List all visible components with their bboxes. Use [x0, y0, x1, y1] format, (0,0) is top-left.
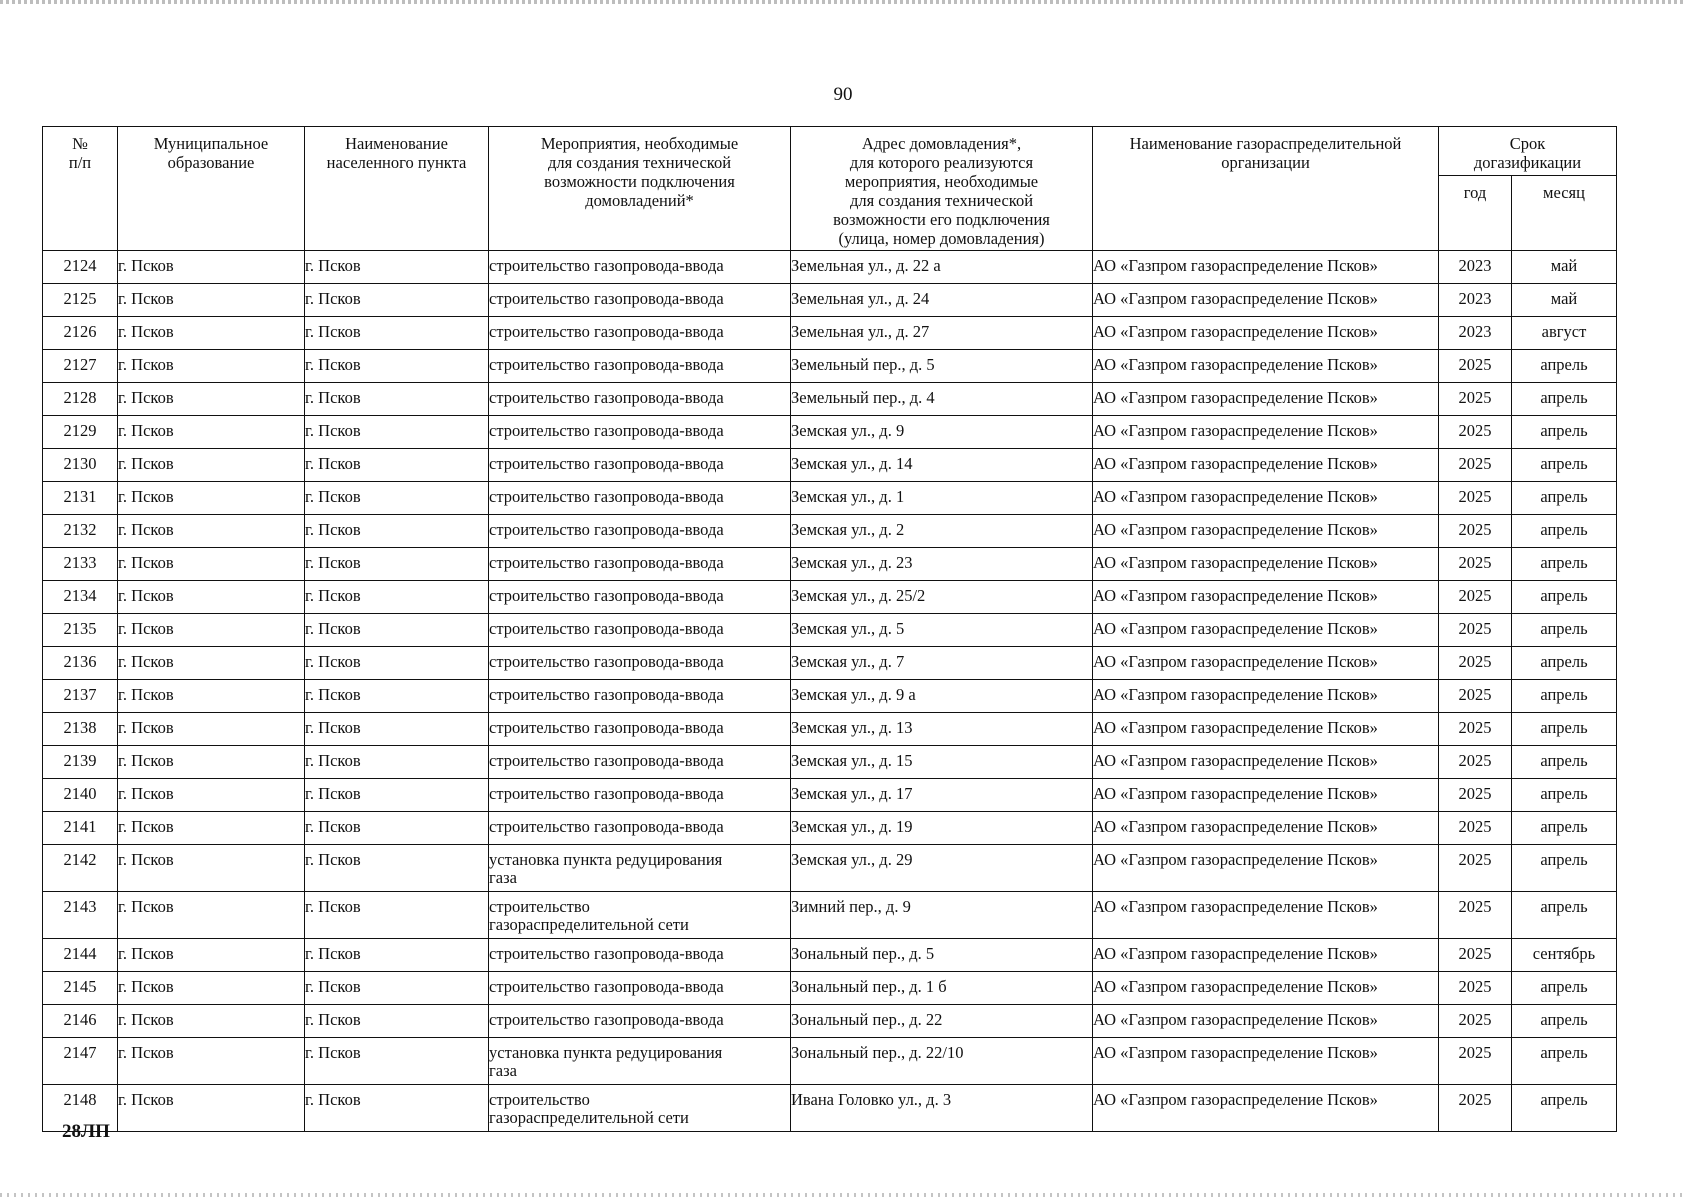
table-row	[43, 892, 1617, 939]
cell-measure: строительство газораспределительной сети	[489, 1085, 791, 1132]
cell-organization: АО «Газпром газораспределение Псков»	[1093, 680, 1439, 713]
cell-num: 2148	[43, 1085, 118, 1132]
cell-measure: строительство газопровода-ввода	[489, 383, 791, 416]
cell-municipality: г. Псков	[118, 284, 305, 317]
cell-address: Земская ул., д. 5	[791, 614, 1093, 647]
cell-num: 2143	[43, 892, 118, 939]
cell-month: апрель	[1512, 972, 1617, 1005]
cell-settlement: г. Псков	[305, 548, 489, 581]
cell-year: 2025	[1439, 416, 1512, 449]
header-month: месяц	[1512, 175, 1617, 250]
cell-address: Зональный пер., д. 1 б	[791, 972, 1093, 1005]
cell-measure: установка пункта редуцирования газа	[489, 845, 791, 892]
cell-address: Зональный пер., д. 22	[791, 1005, 1093, 1038]
scan-edge-bottom	[0, 1193, 1686, 1197]
table-row	[43, 812, 1617, 845]
cell-address: Земская ул., д. 1	[791, 482, 1093, 515]
cell-measure: строительство газопровода-ввода	[489, 581, 791, 614]
document-code: 28ЛП	[62, 1121, 110, 1142]
header-measures: Мероприятия, необходимые для создания технической возможности подключения домовладений*	[489, 127, 791, 251]
cell-month: апрель	[1512, 845, 1617, 892]
cell-municipality: г. Псков	[118, 647, 305, 680]
cell-year: 2025	[1439, 383, 1512, 416]
cell-municipality: г. Псков	[118, 779, 305, 812]
cell-organization: АО «Газпром газораспределение Псков»	[1093, 647, 1439, 680]
cell-settlement: г. Псков	[305, 284, 489, 317]
cell-year: 2025	[1439, 548, 1512, 581]
cell-address: Ивана Головко ул., д. 3	[791, 1085, 1093, 1132]
cell-month: апрель	[1512, 482, 1617, 515]
cell-municipality: г. Псков	[118, 416, 305, 449]
cell-organization: АО «Газпром газораспределение Псков»	[1093, 614, 1439, 647]
cell-municipality: г. Псков	[118, 680, 305, 713]
cell-settlement: г. Псков	[305, 317, 489, 350]
cell-address: Земская ул., д. 19	[791, 812, 1093, 845]
cell-settlement: г. Псков	[305, 812, 489, 845]
table-row	[43, 647, 1617, 680]
cell-year: 2023	[1439, 251, 1512, 284]
table-row	[43, 581, 1617, 614]
cell-address: Земельный пер., д. 5	[791, 350, 1093, 383]
cell-month: апрель	[1512, 383, 1617, 416]
cell-settlement: г. Псков	[305, 350, 489, 383]
cell-address: Земская ул., д. 2	[791, 515, 1093, 548]
cell-address: Земская ул., д. 23	[791, 548, 1093, 581]
cell-measure: строительство газопровода-ввода	[489, 251, 791, 284]
cell-measure: строительство газопровода-ввода	[489, 1005, 791, 1038]
cell-month: август	[1512, 317, 1617, 350]
cell-organization: АО «Газпром газораспределение Псков»	[1093, 972, 1439, 1005]
cell-num: 2137	[43, 680, 118, 713]
cell-month: май	[1512, 284, 1617, 317]
cell-address: Земская ул., д. 9 а	[791, 680, 1093, 713]
header-num: № п/п	[43, 127, 118, 251]
cell-settlement: г. Псков	[305, 515, 489, 548]
cell-measure: строительство газопровода-ввода	[489, 713, 791, 746]
cell-measure: строительство газопровода-ввода	[489, 779, 791, 812]
cell-year: 2023	[1439, 284, 1512, 317]
cell-address: Земельная ул., д. 27	[791, 317, 1093, 350]
table-row	[43, 251, 1617, 284]
cell-organization: АО «Газпром газораспределение Псков»	[1093, 746, 1439, 779]
cell-municipality: г. Псков	[118, 1038, 305, 1085]
table-row	[43, 383, 1617, 416]
cell-year: 2025	[1439, 614, 1512, 647]
cell-municipality: г. Псков	[118, 1085, 305, 1132]
table-row	[43, 713, 1617, 746]
cell-num: 2138	[43, 713, 118, 746]
cell-municipality: г. Псков	[118, 515, 305, 548]
cell-address: Земская ул., д. 25/2	[791, 581, 1093, 614]
cell-month: апрель	[1512, 350, 1617, 383]
cell-num: 2144	[43, 939, 118, 972]
cell-month: апрель	[1512, 1038, 1617, 1085]
cell-month: апрель	[1512, 1085, 1617, 1132]
cell-settlement: г. Псков	[305, 1005, 489, 1038]
cell-year: 2025	[1439, 515, 1512, 548]
cell-num: 2124	[43, 251, 118, 284]
table-row	[43, 416, 1617, 449]
table-row	[43, 614, 1617, 647]
cell-measure: строительство газопровода-ввода	[489, 548, 791, 581]
cell-measure: строительство газопровода-ввода	[489, 972, 791, 1005]
cell-settlement: г. Псков	[305, 1038, 489, 1085]
cell-measure: строительство газопровода-ввода	[489, 746, 791, 779]
cell-address: Зональный пер., д. 22/10	[791, 1038, 1093, 1085]
cell-measure: строительство газопровода-ввода	[489, 614, 791, 647]
cell-num: 2145	[43, 972, 118, 1005]
cell-organization: АО «Газпром газораспределение Псков»	[1093, 939, 1439, 972]
table-row	[43, 1038, 1617, 1085]
cell-year: 2025	[1439, 812, 1512, 845]
table-row	[43, 350, 1617, 383]
cell-address: Зональный пер., д. 5	[791, 939, 1093, 972]
page-number: 90	[833, 84, 853, 105]
cell-measure: строительство газопровода-ввода	[489, 482, 791, 515]
cell-municipality: г. Псков	[118, 713, 305, 746]
header-municipality: Муниципальное образование	[118, 127, 305, 251]
cell-month: апрель	[1512, 449, 1617, 482]
cell-num: 2127	[43, 350, 118, 383]
header-settlement: Наименование населенного пункта	[305, 127, 489, 251]
cell-municipality: г. Псков	[118, 939, 305, 972]
cell-settlement: г. Псков	[305, 449, 489, 482]
cell-num: 2140	[43, 779, 118, 812]
cell-month: апрель	[1512, 680, 1617, 713]
cell-year: 2025	[1439, 713, 1512, 746]
table-row	[43, 482, 1617, 515]
cell-num: 2141	[43, 812, 118, 845]
cell-month: апрель	[1512, 892, 1617, 939]
cell-num: 2133	[43, 548, 118, 581]
cell-year: 2025	[1439, 680, 1512, 713]
cell-organization: АО «Газпром газораспределение Псков»	[1093, 482, 1439, 515]
cell-measure: строительство газопровода-ввода	[489, 515, 791, 548]
cell-municipality: г. Псков	[118, 317, 305, 350]
cell-month: сентябрь	[1512, 939, 1617, 972]
cell-year: 2025	[1439, 939, 1512, 972]
cell-month: апрель	[1512, 647, 1617, 680]
table-row	[43, 680, 1617, 713]
cell-organization: АО «Газпром газораспределение Псков»	[1093, 548, 1439, 581]
table-row	[43, 548, 1617, 581]
cell-year: 2023	[1439, 317, 1512, 350]
cell-year: 2025	[1439, 779, 1512, 812]
cell-address: Земельная ул., д. 24	[791, 284, 1093, 317]
cell-organization: АО «Газпром газораспределение Псков»	[1093, 284, 1439, 317]
cell-num: 2131	[43, 482, 118, 515]
cell-measure: строительство газопровода-ввода	[489, 350, 791, 383]
cell-settlement: г. Псков	[305, 482, 489, 515]
cell-municipality: г. Псков	[118, 1005, 305, 1038]
cell-settlement: г. Псков	[305, 713, 489, 746]
cell-measure: строительство газопровода-ввода	[489, 647, 791, 680]
cell-settlement: г. Псков	[305, 746, 489, 779]
cell-year: 2025	[1439, 972, 1512, 1005]
cell-organization: АО «Газпром газораспределение Псков»	[1093, 812, 1439, 845]
cell-organization: АО «Газпром газораспределение Псков»	[1093, 251, 1439, 284]
cell-address: Земская ул., д. 17	[791, 779, 1093, 812]
cell-settlement: г. Псков	[305, 939, 489, 972]
cell-organization: АО «Газпром газораспределение Псков»	[1093, 350, 1439, 383]
cell-num: 2130	[43, 449, 118, 482]
cell-num: 2139	[43, 746, 118, 779]
cell-organization: АО «Газпром газораспределение Псков»	[1093, 515, 1439, 548]
cell-month: апрель	[1512, 1005, 1617, 1038]
cell-num: 2126	[43, 317, 118, 350]
cell-settlement: г. Псков	[305, 416, 489, 449]
cell-month: апрель	[1512, 779, 1617, 812]
cell-organization: АО «Газпром газораспределение Псков»	[1093, 779, 1439, 812]
cell-address: Земская ул., д. 14	[791, 449, 1093, 482]
cell-municipality: г. Псков	[118, 845, 305, 892]
cell-municipality: г. Псков	[118, 972, 305, 1005]
cell-year: 2025	[1439, 350, 1512, 383]
table-body	[43, 251, 1617, 1132]
cell-month: апрель	[1512, 614, 1617, 647]
cell-municipality: г. Псков	[118, 812, 305, 845]
cell-address: Земская ул., д. 7	[791, 647, 1093, 680]
cell-measure: установка пункта редуцирования газа	[489, 1038, 791, 1085]
cell-settlement: г. Псков	[305, 845, 489, 892]
cell-settlement: г. Псков	[305, 614, 489, 647]
table-row	[43, 1085, 1617, 1132]
cell-month: апрель	[1512, 812, 1617, 845]
cell-settlement: г. Псков	[305, 383, 489, 416]
cell-organization: АО «Газпром газораспределение Псков»	[1093, 713, 1439, 746]
cell-num: 2132	[43, 515, 118, 548]
cell-measure: строительство газопровода-ввода	[489, 680, 791, 713]
table-row	[43, 284, 1617, 317]
cell-municipality: г. Псков	[118, 614, 305, 647]
table-row	[43, 1005, 1617, 1038]
cell-month: май	[1512, 251, 1617, 284]
cell-municipality: г. Псков	[118, 548, 305, 581]
cell-month: апрель	[1512, 515, 1617, 548]
cell-year: 2025	[1439, 449, 1512, 482]
cell-settlement: г. Псков	[305, 581, 489, 614]
cell-settlement: г. Псков	[305, 1085, 489, 1132]
cell-measure: строительство газопровода-ввода	[489, 317, 791, 350]
cell-num: 2147	[43, 1038, 118, 1085]
table-row	[43, 746, 1617, 779]
cell-num: 2128	[43, 383, 118, 416]
cell-organization: АО «Газпром газораспределение Псков»	[1093, 449, 1439, 482]
cell-address: Земская ул., д. 15	[791, 746, 1093, 779]
table-row	[43, 449, 1617, 482]
cell-settlement: г. Псков	[305, 779, 489, 812]
cell-year: 2025	[1439, 1085, 1512, 1132]
cell-year: 2025	[1439, 845, 1512, 892]
cell-organization: АО «Газпром газораспределение Псков»	[1093, 1005, 1439, 1038]
cell-month: апрель	[1512, 713, 1617, 746]
cell-address: Земская ул., д. 9	[791, 416, 1093, 449]
scan-edge-top	[0, 0, 1686, 4]
cell-organization: АО «Газпром газораспределение Псков»	[1093, 1085, 1439, 1132]
header-term: Срок догазификации	[1439, 127, 1617, 176]
cell-organization: АО «Газпром газораспределение Псков»	[1093, 581, 1439, 614]
table-row	[43, 317, 1617, 350]
cell-num: 2142	[43, 845, 118, 892]
cell-measure: строительство газопровода-ввода	[489, 284, 791, 317]
cell-address: Земская ул., д. 13	[791, 713, 1093, 746]
header-year: год	[1439, 175, 1512, 250]
cell-organization: АО «Газпром газораспределение Псков»	[1093, 416, 1439, 449]
cell-municipality: г. Псков	[118, 746, 305, 779]
cell-municipality: г. Псков	[118, 251, 305, 284]
header-address: Адрес домовладения*, для которого реализуются мероприятия, необходимые для создания технической возможности его подключения (улица, номер домовладения)	[791, 127, 1093, 251]
cell-settlement: г. Псков	[305, 647, 489, 680]
cell-measure: строительство газопровода-ввода	[489, 812, 791, 845]
cell-municipality: г. Псков	[118, 449, 305, 482]
cell-municipality: г. Псков	[118, 482, 305, 515]
cell-month: апрель	[1512, 581, 1617, 614]
table-row	[43, 515, 1617, 548]
cell-organization: АО «Газпром газораспределение Псков»	[1093, 1038, 1439, 1085]
cell-num: 2134	[43, 581, 118, 614]
cell-year: 2025	[1439, 647, 1512, 680]
cell-year: 2025	[1439, 892, 1512, 939]
table-row	[43, 972, 1617, 1005]
cell-num: 2125	[43, 284, 118, 317]
cell-municipality: г. Псков	[118, 892, 305, 939]
cell-address: Земская ул., д. 29	[791, 845, 1093, 892]
gasification-table	[42, 126, 1617, 1132]
cell-municipality: г. Псков	[118, 581, 305, 614]
cell-year: 2025	[1439, 482, 1512, 515]
cell-municipality: г. Псков	[118, 350, 305, 383]
cell-organization: АО «Газпром газораспределение Псков»	[1093, 383, 1439, 416]
cell-measure: строительство газопровода-ввода	[489, 939, 791, 972]
cell-num: 2136	[43, 647, 118, 680]
cell-address: Земельный пер., д. 4	[791, 383, 1093, 416]
cell-year: 2025	[1439, 1038, 1512, 1085]
cell-month: апрель	[1512, 548, 1617, 581]
cell-organization: АО «Газпром газораспределение Псков»	[1093, 317, 1439, 350]
cell-num: 2146	[43, 1005, 118, 1038]
header-organization: Наименование газораспределительной организации	[1093, 127, 1439, 251]
cell-address: Земельная ул., д. 22 а	[791, 251, 1093, 284]
table-row	[43, 939, 1617, 972]
cell-measure: строительство газопровода-ввода	[489, 449, 791, 482]
cell-address: Зимний пер., д. 9	[791, 892, 1093, 939]
table-row	[43, 845, 1617, 892]
cell-year: 2025	[1439, 1005, 1512, 1038]
cell-num: 2129	[43, 416, 118, 449]
table-row	[43, 779, 1617, 812]
cell-organization: АО «Газпром газораспределение Псков»	[1093, 845, 1439, 892]
cell-municipality: г. Псков	[118, 383, 305, 416]
cell-year: 2025	[1439, 581, 1512, 614]
cell-measure: строительство газопровода-ввода	[489, 416, 791, 449]
cell-settlement: г. Псков	[305, 680, 489, 713]
cell-settlement: г. Псков	[305, 892, 489, 939]
cell-organization: АО «Газпром газораспределение Псков»	[1093, 892, 1439, 939]
cell-settlement: г. Псков	[305, 251, 489, 284]
cell-settlement: г. Псков	[305, 972, 489, 1005]
cell-num: 2135	[43, 614, 118, 647]
cell-month: апрель	[1512, 416, 1617, 449]
cell-month: апрель	[1512, 746, 1617, 779]
cell-measure: строительство газораспределительной сети	[489, 892, 791, 939]
cell-year: 2025	[1439, 746, 1512, 779]
